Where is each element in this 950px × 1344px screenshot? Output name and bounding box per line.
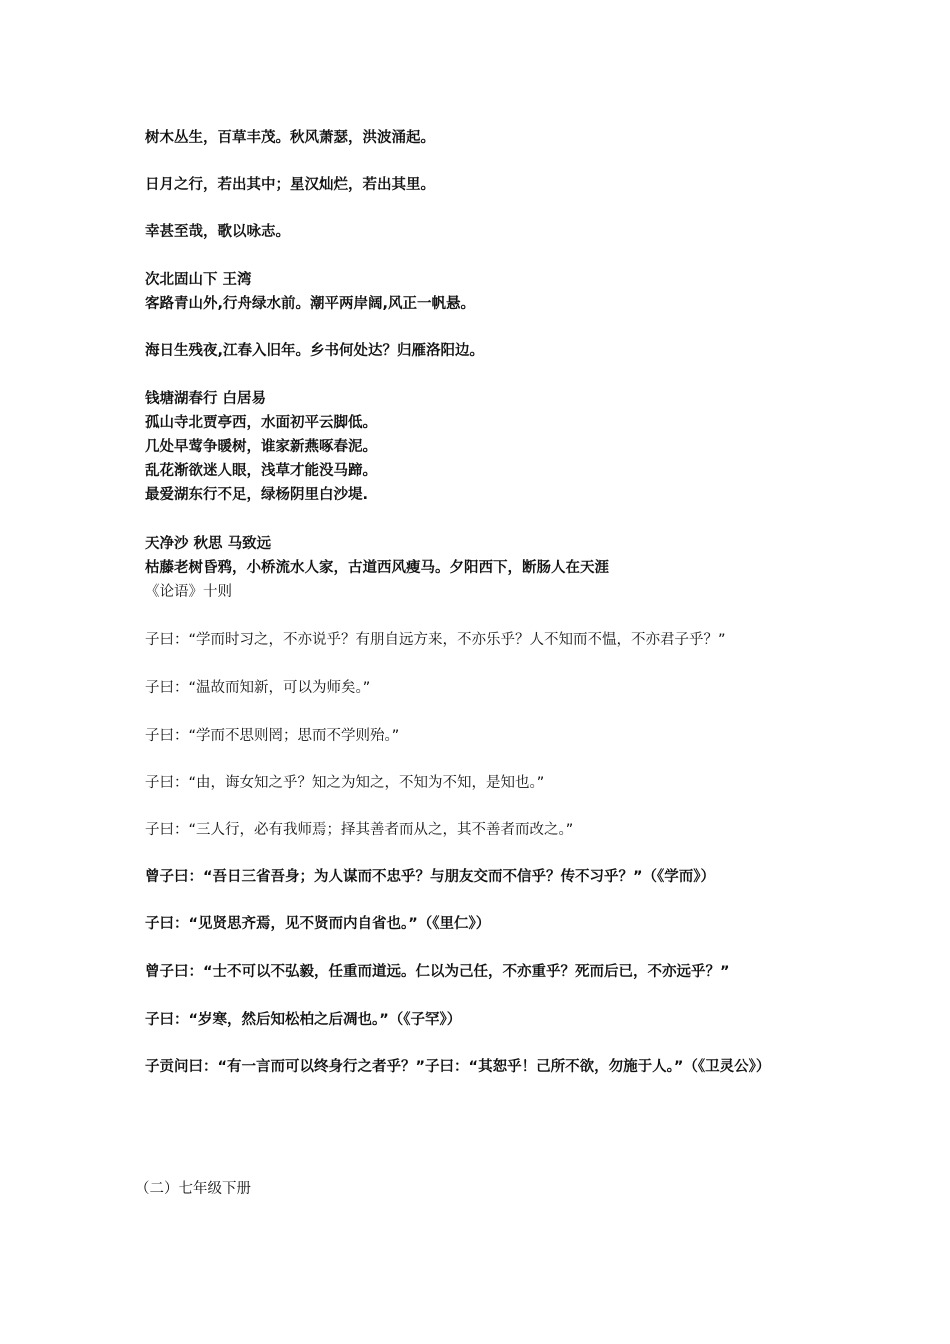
poem-title: 天净沙 秋思 马致远 (145, 536, 272, 552)
lunyu-quote: 子曰：“由，诲女知之乎？知之为知之，不知为不知，是知也。” (145, 775, 545, 791)
poem-line: 最爱湖东行不足，绿杨阴里白沙堤. (145, 487, 369, 503)
poem-title: 次北固山下 王湾 (145, 272, 252, 288)
poem-line: 客路青山外,行舟绿水前。潮平两岸阔,风正一帆悬。 (145, 296, 476, 312)
poem-line: 日月之行，若出其中；星汉灿烂，若出其里。 (145, 177, 435, 193)
lunyu-quote: 子曰：“见贤思齐焉，见不贤而内自省也。”（《里仁》） (145, 916, 491, 932)
lunyu-quote: 子曰：“岁寒，然后知松柏之后凋也。”（《子罕》） (145, 1012, 462, 1028)
lunyu-quote: 子曰：“学而不思则罔；思而不学则殆。” (145, 728, 400, 744)
lunyu-quote: 曾子曰：“士不可以不弘毅，任重而道远。仁以为己任，不亦重乎？死而后已，不亦远乎？” (145, 964, 730, 980)
poem-line: 海日生残夜,江春入旧年。乡书何处达？归雁洛阳边。 (145, 343, 485, 359)
poem-line: 孤山寺北贾亭西，水面初平云脚低。 (145, 415, 377, 431)
poem-line: 枯藤老树昏鸦，小桥流水人家，古道西风瘦马。夕阳西下，断肠人在天涯 (145, 560, 609, 576)
lunyu-quote: 子曰：“学而时习之，不亦说乎？有朋自远方来，不亦乐乎？人不知而不愠，不亦君子乎？” (145, 632, 726, 648)
poem-line: 幸甚至哉，歌以咏志。 (145, 224, 290, 240)
lunyu-quote: 子曰：“三人行，必有我师焉；择其善者而从之，其不善者而改之。” (145, 822, 574, 838)
lunyu-quote: 子曰：“温故而知新，可以为师矣。” (145, 680, 371, 696)
poem-line: 乱花渐欲迷人眼，浅草才能没马蹄。 (145, 463, 377, 479)
section-heading: （二）七年级下册 (135, 1181, 251, 1197)
poem-line: 树木丛生，百草丰茂。秋风萧瑟，洪波涌起。 (145, 130, 435, 146)
lunyu-title: 《论语》十则 (145, 584, 232, 600)
lunyu-quote: 曾子曰：“吾日三省吾身；为人谋而不忠乎？与朋友交而不信乎？传不习乎？”（《学而》） (145, 869, 716, 885)
lunyu-quote: 子贡问曰：“有一言而可以终身行之者乎？”子曰：“其恕乎！己所不欲，勿施于人。”（《卫灵公》） (145, 1059, 771, 1075)
poem-title: 钱塘湖春行 白居易 (145, 391, 267, 407)
poem-line: 几处早莺争暖树，谁家新燕啄春泥。 (145, 439, 377, 455)
